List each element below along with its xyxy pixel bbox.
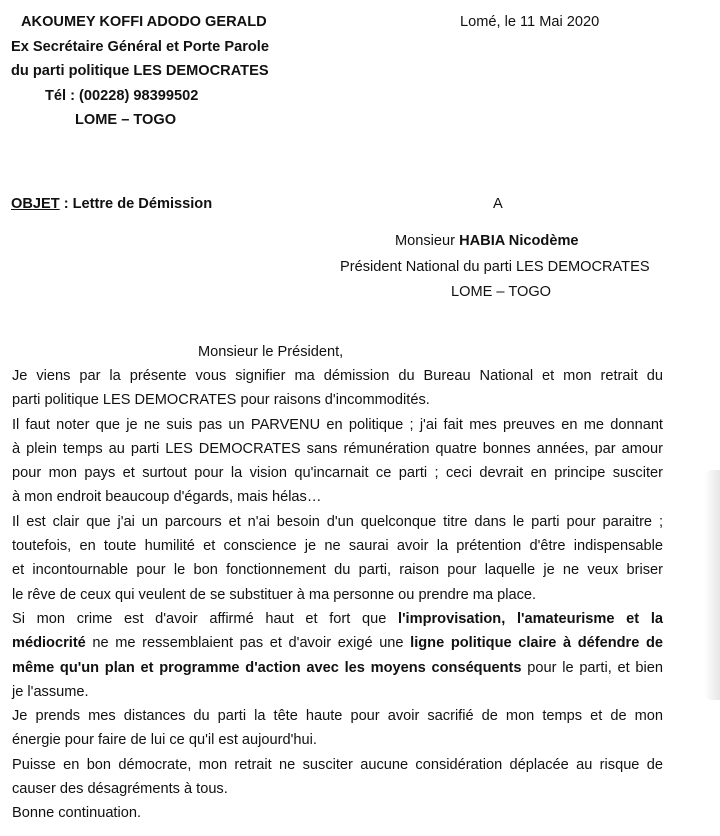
object-label: OBJET — [11, 196, 60, 212]
p2-line4: à mon endroit beaucoup d'égards, mais hélas… — [12, 489, 322, 506]
object-line — [11, 194, 212, 214]
sender-phone: Tél : (00228) 98399502 — [45, 88, 199, 104]
p2-line1: Il faut noter que je ne suis pas un PARVENU en politique ; j'ai fait mes preuves en me donnant — [12, 416, 663, 433]
page-edge-shadow — [704, 470, 720, 700]
p4-text-a: Si mon crime est d'avoir affirmé haut et fort que — [12, 610, 399, 627]
p2-line2: à plein temps au parti LES DEMOCRATES sans rémunération quatre bonnes années, par amour — [12, 440, 663, 457]
salutation: Monsieur le Président, — [198, 344, 344, 360]
recipient-to: A — [493, 196, 503, 212]
sender-city: LOME – TOGO — [75, 112, 177, 128]
sender-role-line2: du parti politique LES DEMOCRATES — [11, 63, 269, 79]
p4-text-d: ne me ressemblaient pas et d'avoir exigé une — [85, 635, 411, 652]
p3-line2: toutefois, en toute humilité et conscience je ne saurai avoir la prétention d'être indispensable — [12, 538, 663, 555]
p3-line1: Il est clair que j'ai un parcours et n'ai besoin d'un quelconque titre dans le parti pour paraitre ; — [12, 513, 663, 530]
p4-line3 — [12, 656, 663, 680]
p4-bold-c: médiocrité — [12, 635, 86, 652]
letter-body — [12, 364, 663, 826]
p4-bold-b: l'improvisation, l'amateurisme et la — [398, 610, 663, 627]
p2-line3: pour mon pays et surtout pour la vision qu'incarnait ce parti ; ceci devrait en principe susciter — [12, 465, 663, 482]
p4-bold-f: même qu'un plan et programme d'action avec les moyens conséquents — [12, 659, 522, 676]
recipient-position: Président National du parti LES DEMOCRATES — [340, 259, 650, 275]
p4-line1 — [12, 607, 663, 631]
p4-text-g: pour le parti, et bien — [521, 659, 664, 676]
sender-role-line1: Ex Secrétaire Général et Porte Parole — [11, 39, 269, 55]
p1-line2: parti politique LES DEMOCRATES pour raisons d'incommodités. — [12, 392, 430, 409]
recipient-title-prefix: Monsieur — [395, 233, 460, 249]
p6-line2: causer des désagréments à tous. — [12, 781, 228, 798]
p5-line2: énergie pour faire de lui ce qu'il est aujourd'hui. — [12, 732, 317, 749]
p6-line1: Puisse en bon démocrate, mon retrait ne susciter aucune considération déplacée au risque de — [12, 756, 663, 773]
p5-line1: Je prends mes distances du parti la tête haute pour avoir sacrifié de mon temps et de mon — [12, 708, 663, 725]
recipient-name-line — [395, 231, 579, 251]
place-date: Lomé, le 11 Mai 2020 — [460, 14, 600, 30]
p4-line2 — [12, 631, 663, 655]
sender-name: AKOUMEY KOFFI ADODO GERALD — [21, 14, 267, 30]
recipient-name: HABIA Nicodème — [459, 233, 579, 249]
p4-line4: je l'assume. — [12, 683, 89, 700]
recipient-city: LOME – TOGO — [451, 284, 552, 300]
p1-line1: Je viens par la présente vous signifier ma démission du Bureau National et mon retrait du — [12, 368, 663, 384]
closing: Bonne continuation. — [12, 805, 142, 822]
object-text: : Lettre de Démission — [59, 196, 213, 212]
p3-line3: et incontournable pour le bon fonctionnement du parti, raison pour laquelle je ne veux briser — [12, 562, 663, 579]
p4-bold-e: ligne politique claire à défendre de — [410, 635, 663, 652]
p3-line4: le rêve de ceux qui veulent de se substituer à ma personne ou prendre ma place. — [12, 586, 537, 603]
